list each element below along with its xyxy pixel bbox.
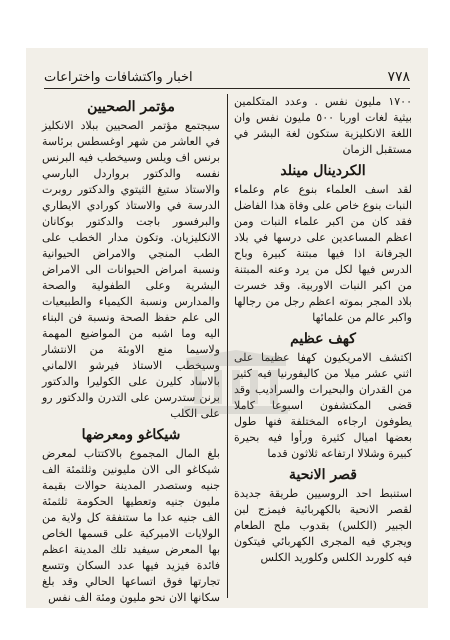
left-column	[42, 94, 220, 608]
article-paragraph: بلغ المال المجموع بالاكتتاب لمعرض شيكاغو الى الان مليونين وثلثمئة الف جنيه وستصدر المدينة حوالات بقيمة مليون جنيه وتعطيها الحكومة ثلثمئة الف جنيه عدا ما ستنفقة كل ولاية من الولايات الاميركية على قسمها الخاص بها المعرض سيفيد تلك المدينة اعظم فائدة فيزيد فيها عدد السكان وتتسع تجارتها فوق اتساعها الحالي وقد بلغ سكانها الان نحو مليون ومئة الف نفس	[42, 447, 220, 604]
article-heading-congress: مؤتمر الصحيين	[87, 99, 175, 115]
page-header	[44, 62, 410, 84]
header-rule	[44, 88, 410, 89]
article-paragraph: سيجتمع مؤتمر الصحيين ببلاد الانكليز في العاشر من شهر اوغسطس برئاسة برنس اف ويلس وسيخطب فيه البرنس نفسه والدكتور برواردل البارسي والاستاذ ستيغ الثيتوي والدكتور روبرت الدرسة في والاستاذ كورادي الايطاري والبرفسور باجت والدكتور بوكانان الانكليزيان. وتكون مدار الخطب على الطب المنجي والامراض الحيوانية ونسبة امراض الحيوانات الى الامراض البشرية وعلى الطفولية والصحة والمدارس ونسبة الكيمياء والطبيعيات الى علم حفظ الصحة ونسبة فن البناء اليه وما اشبه من المواضيع المهمة ولاسيما منع الاوبئة من الانتشار وسيخطب الاستاذ فيرشو الالماني بالاساد كليرن على الكوليرا والدكتور برنن ستدرسن على التدرن والدكتور رو على الكلب	[42, 119, 220, 420]
article-heading-cardinal: الكردينال مينلد	[280, 163, 366, 179]
article-heading-cave: كهف عظيم	[290, 331, 356, 347]
right-column	[234, 94, 412, 568]
page-number: ٧٧٨	[387, 69, 410, 85]
article-paragraph: ١٧٠٠ مليون نفس . وعدد المتكلمين بيثية لغات اوربا ٥٠٠ مليون نفس وان اللغة الانكليزية ستكون لغة البشر في مستقبل الزمان	[234, 95, 412, 156]
article-paragraph: استنبط احد الروسيين طريقة جديدة لقصر الانحية بالكهربائية فيمزج لبن الجبير (الكلس) بقدوب ملح الطعام ويجري فيه المجرى الكهربائي فيتكون فيه كلورىد الكلس وكلوريد الكلس	[234, 487, 412, 564]
article-heading-chicago: شيكاغو ومعرضها	[81, 427, 181, 443]
book-page	[26, 48, 428, 608]
article-paragraph: لقد اسف العلماء بنوع عام وعلماء النبات بنوع خاص على وفاة هذا الفاضل فقد كان من اكبر علماء النبات ومن اعظم المساعدين على درسها في بلاد الجرفانة اذا فيها مبتنة كبيرة وباح الدرس فيها لكل من يرد وعنه المبتنة من اكبر النبات الاوربية. وقد خسرت بلاد المجر بموته اعظم رجل من رجالها واكبر عالم من علمائها	[234, 183, 412, 324]
article-paragraph: اكتشف الامريكيون كهفا عظيما على اثني عشر ميلا من كاليفورنيا فيه كثير من القدران والبحيرات والسراديب وقد قضى المكتشفون اسبوعا كاملا يطوفون ارجاءه المختلفة فنها طول بعضها اميال كثيرة ورأوا فيه بحيرة كبيرة وشلالا ارتفاعه ثلاثون قدما	[234, 351, 412, 460]
article-heading-bleaching: قصر الانحية	[289, 467, 357, 483]
column-divider	[227, 94, 228, 598]
running-title: اخبار واكتشافات واختراعات	[44, 70, 193, 85]
